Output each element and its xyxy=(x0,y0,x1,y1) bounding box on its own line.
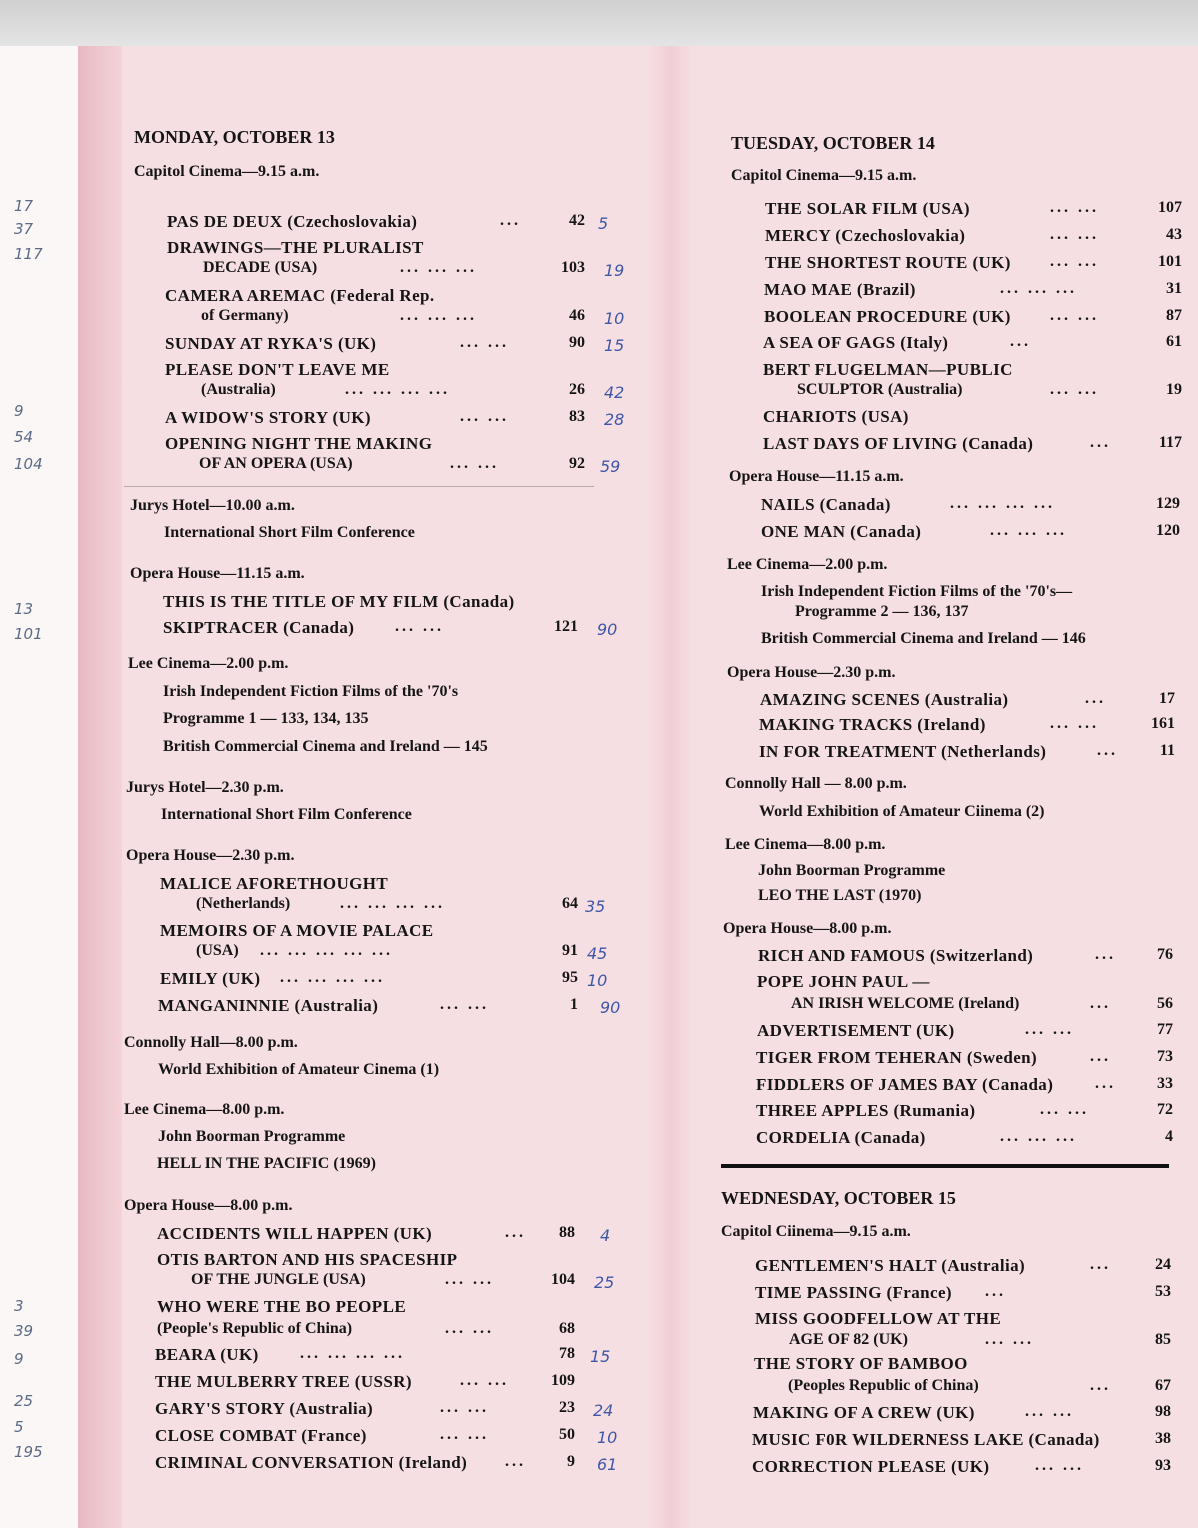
film-title-continued: (USA) xyxy=(196,942,239,959)
leader-dots: ... xyxy=(1090,995,1111,1012)
margin-note: 3 xyxy=(14,1297,24,1315)
leader-dots: ... ... xyxy=(985,1331,1034,1348)
film-title: CAMERA AREMAC (Federal Rep. xyxy=(165,286,435,305)
day-heading: MONDAY, OCTOBER 13 xyxy=(134,127,335,147)
leader-dots: ... ... ... ... xyxy=(340,895,445,912)
margin-note: 9 xyxy=(14,402,24,420)
film-title: LAST DAYS OF LIVING (Canada) xyxy=(763,434,1034,453)
film-title: A SEA OF GAGS (Italy) xyxy=(763,333,949,352)
film-title-continued: (People's Republic of China) xyxy=(157,1320,353,1337)
handwritten-note: 15 xyxy=(590,1347,611,1366)
leader-dots: ... ... ... ... xyxy=(300,1345,405,1362)
margin-note: 39 xyxy=(14,1322,34,1340)
margin-note: 9 xyxy=(14,1350,24,1368)
film-title-continued: OF THE JUNGLE (USA) xyxy=(191,1271,366,1288)
margin-note: 101 xyxy=(14,625,43,643)
film-duration: 87 xyxy=(1166,307,1182,324)
wednesday-divider-rule xyxy=(721,1164,1169,1168)
film-duration: 42 xyxy=(569,212,585,229)
film-title: CLOSE COMBAT (France) xyxy=(155,1426,367,1445)
leader-dots: ... ... xyxy=(1035,1457,1084,1474)
film-duration: 61 xyxy=(1166,333,1182,350)
leader-dots: ... ... ... xyxy=(1000,280,1077,297)
leader-dots: ... ... xyxy=(1050,381,1099,398)
film-duration: 19 xyxy=(1166,381,1182,398)
film-title: SUNDAY AT RYKA'S (UK) xyxy=(165,334,377,353)
venue-time: Opera House—8.00 p.m. xyxy=(723,920,892,937)
venue-time: Capitol Cinema—9.15 a.m. xyxy=(731,167,917,184)
leader-dots: ... xyxy=(505,1453,526,1470)
film-duration: 91 xyxy=(562,942,578,959)
leader-dots: ... ... xyxy=(440,1426,489,1443)
film-title: MEMOIRS OF A MOVIE PALACE xyxy=(160,921,434,940)
programme-note: International Short Film Conference xyxy=(161,806,412,823)
leader-dots: ... ... xyxy=(440,1399,489,1416)
film-duration: 121 xyxy=(554,618,578,635)
film-title-continued: (Australia) xyxy=(201,381,276,398)
handwritten-note: 24 xyxy=(593,1401,614,1420)
margin-note: 13 xyxy=(14,600,34,618)
programme-note: Programme 1 — 133, 134, 135 xyxy=(163,710,369,727)
film-title: TIGER FROM TEHERAN (Sweden) xyxy=(756,1048,1038,1067)
film-duration: 31 xyxy=(1166,280,1182,297)
film-title-continued: (Peoples Republic of China) xyxy=(788,1377,979,1394)
film-title: ONE MAN (Canada) xyxy=(761,522,922,541)
leader-dots: ... xyxy=(1010,333,1031,350)
venue-time: Opera House—11.15 a.m. xyxy=(130,565,305,582)
programme-note: British Commercial Cinema and Ireland — 146 xyxy=(761,630,1086,647)
leader-dots: ... xyxy=(1090,1256,1111,1273)
film-title: ADVERTISEMENT (UK) xyxy=(757,1021,955,1040)
film-title-continued: AN IRISH WELCOME (Ireland) xyxy=(791,995,1020,1012)
film-duration: 46 xyxy=(569,307,585,324)
film-duration: 11 xyxy=(1159,742,1175,759)
leader-dots: ... ... xyxy=(1025,1021,1074,1038)
margin-note: 104 xyxy=(14,455,43,473)
film-title: TIME PASSING (France) xyxy=(755,1283,952,1302)
handwritten-note: 35 xyxy=(585,897,606,916)
venue-time: Lee Cinema—8.00 p.m. xyxy=(124,1101,285,1118)
film-title: MANGANINNIE (Australia) xyxy=(158,996,379,1015)
film-duration: 95 xyxy=(562,969,578,986)
film-duration: 109 xyxy=(551,1372,575,1389)
leader-dots: ... xyxy=(1090,1048,1111,1065)
handwritten-note: 4 xyxy=(600,1226,611,1245)
handwritten-note: 42 xyxy=(604,383,625,402)
leader-dots: ... ... xyxy=(460,334,509,351)
leader-dots: ... ... xyxy=(1050,715,1099,732)
venue-time: Connolly Hall—8.00 p.m. xyxy=(124,1034,298,1051)
film-duration: 117 xyxy=(1158,434,1182,451)
venue-time: Jurys Hotel—2.30 p.m. xyxy=(126,779,284,796)
film-duration: 64 xyxy=(562,895,578,912)
leader-dots: ... ... ... xyxy=(1000,1128,1077,1145)
leader-dots: ... ... xyxy=(440,996,489,1013)
film-duration: 88 xyxy=(559,1224,575,1241)
film-duration: 73 xyxy=(1157,1048,1173,1065)
film-title: PLEASE DON'T LEAVE ME xyxy=(165,360,390,379)
day-heading: TUESDAY, OCTOBER 14 xyxy=(731,133,935,153)
margin-note: 195 xyxy=(14,1443,43,1461)
venue-time: Opera House—11.15 a.m. xyxy=(729,468,904,485)
film-duration: 4 xyxy=(1165,1128,1173,1145)
leader-dots: ... ... xyxy=(460,408,509,425)
leader-dots: ... xyxy=(985,1283,1006,1300)
handwritten-note: 25 xyxy=(594,1273,615,1292)
programme-note: Programme 2 — 136, 137 xyxy=(795,603,969,620)
film-duration: 24 xyxy=(1155,1256,1171,1273)
leader-dots: ... xyxy=(1097,742,1118,759)
film-title: EMILY (UK) xyxy=(160,969,261,988)
venue-time: Lee Cinema—2.00 p.m. xyxy=(727,556,888,573)
film-title: OPENING NIGHT THE MAKING xyxy=(165,434,433,453)
film-title: MAO MAE (Brazil) xyxy=(764,280,916,299)
film-duration: 85 xyxy=(1155,1331,1171,1348)
venue-time: Opera House—2.30 p.m. xyxy=(126,847,295,864)
film-duration: 92 xyxy=(569,455,585,472)
leader-dots: ... ... xyxy=(450,455,499,472)
film-title: THE STORY OF BAMBOO xyxy=(754,1354,968,1373)
film-duration: 72 xyxy=(1157,1101,1173,1118)
leader-dots: ... ... xyxy=(460,1372,509,1389)
page-binding xyxy=(78,46,122,1528)
film-title: CRIMINAL CONVERSATION (Ireland) xyxy=(155,1453,468,1472)
handwritten-note: 45 xyxy=(587,944,608,963)
film-duration: 38 xyxy=(1155,1430,1171,1447)
film-duration: 1 xyxy=(570,996,578,1013)
leader-dots: ... xyxy=(1095,946,1116,963)
programme-note: International Short Film Conference xyxy=(164,524,415,541)
leader-dots: ... ... xyxy=(1050,307,1099,324)
film-duration: 68 xyxy=(559,1320,575,1337)
leader-dots: ... ... xyxy=(445,1320,494,1337)
leader-dots: ... ... ... xyxy=(990,522,1067,539)
leader-dots: ... ... xyxy=(445,1271,494,1288)
film-title: MAKING TRACKS (Ireland) xyxy=(759,715,986,734)
venue-time: Capitol Ciinema—9.15 a.m. xyxy=(721,1223,911,1240)
film-title: BOOLEAN PROCEDURE (UK) xyxy=(764,307,1011,326)
film-duration: 43 xyxy=(1166,226,1182,243)
film-duration: 9 xyxy=(567,1453,575,1470)
margin-note: 117 xyxy=(14,245,43,263)
film-title: THE SHORTEST ROUTE (UK) xyxy=(765,253,1011,272)
film-title: WHO WERE THE BO PEOPLE xyxy=(157,1297,407,1316)
leader-dots: ... xyxy=(505,1224,526,1241)
film-title: A WIDOW'S STORY (UK) xyxy=(165,408,371,427)
programme-note: HELL IN THE PACIFIC (1969) xyxy=(157,1155,376,1172)
leader-dots: ... ... xyxy=(1040,1101,1089,1118)
film-duration: 26 xyxy=(569,381,585,398)
programme-note: Irish Independent Fiction Films of the '70's— xyxy=(761,583,1073,600)
film-duration: 56 xyxy=(1157,995,1173,1012)
handwritten-note: 5 xyxy=(598,214,609,233)
film-title: MALICE AFORETHOUGHT xyxy=(160,874,389,893)
handwritten-note: 15 xyxy=(604,336,625,355)
film-title: THE SOLAR FILM (USA) xyxy=(765,199,970,218)
programme-note: John Boorman Programme xyxy=(758,862,946,879)
handwritten-note: 61 xyxy=(597,1455,618,1474)
film-duration: 90 xyxy=(569,334,585,351)
film-title: CORDELIA (Canada) xyxy=(756,1128,926,1147)
leader-dots: ... ... xyxy=(1025,1403,1074,1420)
film-title-continued: of Germany) xyxy=(201,307,289,324)
film-duration: 101 xyxy=(1158,253,1182,270)
film-duration: 161 xyxy=(1151,715,1175,732)
film-title: POPE JOHN PAUL — xyxy=(757,972,930,991)
film-title: GENTLEMEN'S HALT (Australia) xyxy=(755,1256,1026,1275)
film-title: MISS GOODFELLOW AT THE xyxy=(755,1309,1002,1328)
film-duration: 104 xyxy=(551,1271,575,1288)
film-title: SKIPTRACER (Canada) xyxy=(163,618,355,637)
leader-dots: ... xyxy=(1090,434,1111,451)
film-title: CHARIOTS (USA) xyxy=(763,407,909,426)
margin-note: 25 xyxy=(14,1392,34,1410)
leader-dots: ... ... ... ... ... xyxy=(260,942,393,959)
venue-time: Jurys Hotel—10.00 a.m. xyxy=(130,497,295,514)
film-title: OTIS BARTON AND HIS SPACESHIP xyxy=(157,1250,458,1269)
film-title: NAILS (Canada) xyxy=(761,495,891,514)
leader-dots: ... ... ... ... xyxy=(345,381,450,398)
leader-dots: ... ... ... xyxy=(400,259,477,276)
venue-time: Connolly Hall — 8.00 p.m. xyxy=(725,775,907,792)
handwritten-note: 59 xyxy=(600,457,621,476)
film-title: THREE APPLES (Rumania) xyxy=(756,1101,976,1120)
programme-note: LEO THE LAST (1970) xyxy=(758,887,922,904)
film-duration: 53 xyxy=(1155,1283,1171,1300)
leader-dots: ... ... ... ... xyxy=(950,495,1055,512)
venue-time: Opera House—2.30 p.m. xyxy=(727,664,896,681)
film-title: FIDDLERS OF JAMES BAY (Canada) xyxy=(756,1075,1054,1094)
film-title: IN FOR TREATMENT (Netherlands) xyxy=(759,742,1047,761)
film-title: MUSIC F0R WILDERNESS LAKE (Canada) xyxy=(752,1430,1100,1449)
film-duration: 93 xyxy=(1155,1457,1171,1474)
venue-time: Opera House—8.00 p.m. xyxy=(124,1197,293,1214)
leader-dots: ... xyxy=(1095,1075,1116,1092)
day-heading: WEDNESDAY, OCTOBER 15 xyxy=(721,1188,956,1208)
film-title: GARY'S STORY (Australia) xyxy=(155,1399,374,1418)
film-title: PAS DE DEUX (Czechoslovakia) xyxy=(167,212,418,231)
film-title: BERT FLUGELMAN—PUBLIC xyxy=(763,360,1013,379)
leader-dots: ... ... xyxy=(1050,199,1099,216)
handwritten-note: 10 xyxy=(604,309,625,328)
leader-dots: ... xyxy=(1085,690,1106,707)
programme-note: World Exhibition of Amateur Ciinema (2) xyxy=(759,803,1045,820)
margin-note: 54 xyxy=(14,428,34,446)
programme-note: Irish Independent Fiction Films of the '70's xyxy=(163,683,459,700)
programme-note: World Exhibition of Amateur Cinema (1) xyxy=(158,1061,440,1078)
film-title: BEARA (UK) xyxy=(155,1345,259,1364)
film-title-continued: DECADE (USA) xyxy=(203,259,318,276)
film-duration: 23 xyxy=(559,1399,575,1416)
film-title-continued: AGE OF 82 (UK) xyxy=(789,1331,908,1348)
leader-dots: ... ... xyxy=(1050,253,1099,270)
leader-dots: ... xyxy=(500,212,521,229)
leader-dots: ... ... ... ... xyxy=(280,969,385,986)
film-title: RICH AND FAMOUS (Switzerland) xyxy=(758,946,1034,965)
handwritten-note: 10 xyxy=(597,1428,618,1447)
film-duration: 78 xyxy=(559,1345,575,1362)
leader-dots: ... ... xyxy=(1050,226,1099,243)
film-duration: 17 xyxy=(1159,690,1175,707)
film-duration: 67 xyxy=(1155,1377,1171,1394)
film-title-continued: OF AN OPERA (USA) xyxy=(199,455,353,472)
handwritten-note: 28 xyxy=(604,410,625,429)
leader-dots: ... ... ... xyxy=(400,307,477,324)
film-duration: 77 xyxy=(1157,1021,1173,1038)
margin-note: 37 xyxy=(14,220,34,238)
film-duration: 76 xyxy=(1157,946,1173,963)
film-duration: 120 xyxy=(1156,522,1180,539)
film-title: THIS IS THE TITLE OF MY FILM (Canada) xyxy=(163,592,515,611)
film-title: ACCIDENTS WILL HAPPEN (UK) xyxy=(157,1224,433,1243)
leader-dots: ... ... xyxy=(395,618,444,635)
film-duration: 83 xyxy=(569,408,585,425)
venue-time: Capitol Cinema—9.15 a.m. xyxy=(134,163,320,180)
film-duration: 107 xyxy=(1158,199,1182,216)
film-title-continued: (Netherlands) xyxy=(196,895,291,912)
margin-note: 5 xyxy=(14,1418,24,1436)
film-title: THE MULBERRY TREE (USSR) xyxy=(155,1372,412,1391)
film-duration: 33 xyxy=(1157,1075,1173,1092)
handwritten-note: 19 xyxy=(604,261,625,280)
scan-top-strip xyxy=(0,0,1198,46)
film-title: MAKING OF A CREW (UK) xyxy=(753,1403,975,1422)
venue-time: Lee Cinema—2.00 p.m. xyxy=(128,655,289,672)
film-title: AMAZING SCENES (Australia) xyxy=(760,690,1009,709)
film-duration: 103 xyxy=(561,259,585,276)
handwritten-note: 90 xyxy=(597,620,618,639)
film-title: MERCY (Czechoslovakia) xyxy=(765,226,966,245)
adjacent-page-margin xyxy=(0,46,78,1528)
film-title: CORRECTION PLEASE (UK) xyxy=(752,1457,990,1476)
film-duration: 98 xyxy=(1155,1403,1171,1420)
leader-dots: ... xyxy=(1090,1377,1111,1394)
margin-note: 17 xyxy=(14,197,34,215)
programme-note: John Boorman Programme xyxy=(158,1128,346,1145)
venue-time: Lee Cinema—8.00 p.m. xyxy=(725,836,886,853)
programme-note: British Commercial Cinema and Ireland — 145 xyxy=(163,738,488,755)
film-duration: 50 xyxy=(559,1426,575,1443)
handwritten-note: 10 xyxy=(587,971,608,990)
film-duration: 129 xyxy=(1156,495,1180,512)
film-title-continued: SCULPTOR (Australia) xyxy=(797,381,963,398)
monday-divider-rule xyxy=(124,486,594,487)
film-title: DRAWINGS—THE PLURALIST xyxy=(167,238,424,257)
handwritten-note: 90 xyxy=(600,998,621,1017)
center-gutter xyxy=(648,46,694,1528)
